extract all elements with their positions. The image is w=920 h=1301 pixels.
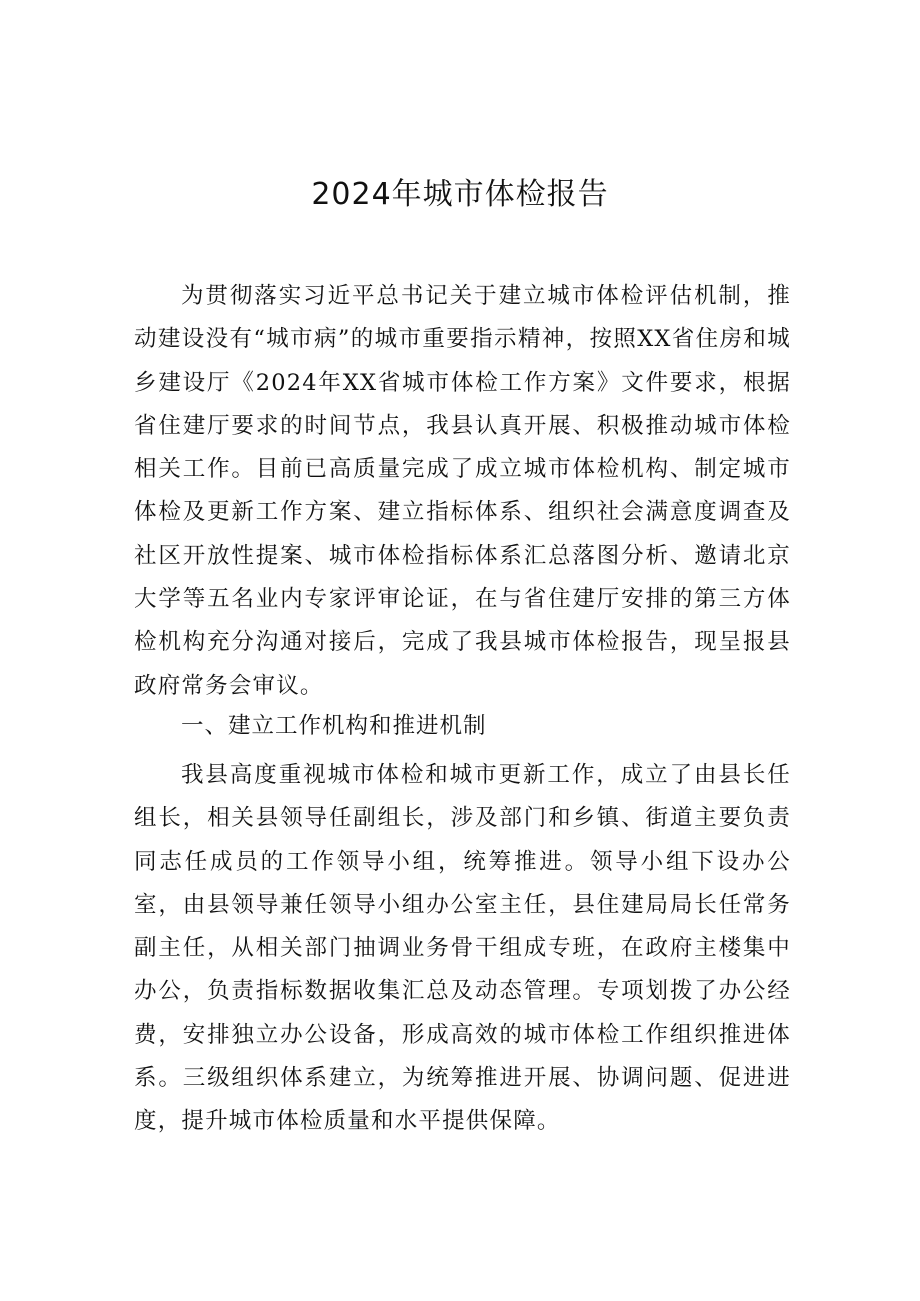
document-title: 2024年城市体检报告 — [311, 177, 609, 212]
intro-paragraph: 为贯彻落实习近平总书记关于建立城市体检评估机制，推动建设没有“城市病”的城市重要指示精神，按照XX省住房和城乡建设厅《2024年XX省城市体检工作方案》文件要求，根据省住建厅要求的时间节点，我县认真开展、积极推动城市体检相关工作。目前已高质量完成了成立城市体检机构、制定城市体检及更新工作方案、建立指标体系、组织社会满意度调查及社区开放性提案、城市体检指标体系汇总落图分析、邀请北京大学等五名业内专家评审论证，在与省住建厅安排的第三方体检机构充分沟通对接后，完成了我县城市体检报告，现呈报县政府常务会审议。 — [134, 283, 791, 699]
section-heading-1: 一、建立工作机构和推进机制 — [181, 713, 487, 739]
section-1-paragraph: 我县高度重视城市体检和城市更新工作，成立了由县长任组长，相关县领导任副组长，涉及部门和乡镇、街道主要负责同志任成员的工作领导小组，统筹推进。领导小组下设办公室，由县领导兼任领导小组办公室主任，县住建局局长任常务副主任，从相关部门抽调业务骨干组成专班，在政府主楼集中办公，负责指标数据收集汇总及动态管理。专项划拨了办公经费，安排独立办公设备，形成高效的城市体检工作组织推进体系。三级组织体系建立，为统筹推进开展、协调问题、促进进度，提升城市体检质量和水平提供保障。 — [134, 762, 791, 1135]
